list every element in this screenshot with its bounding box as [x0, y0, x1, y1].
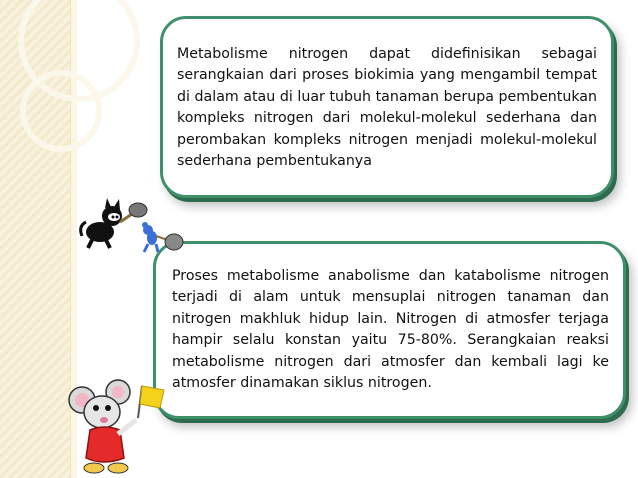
definition-paragraph: Metabolisme nitrogen dapat didefinisikan sebagai serangkaian dari proses biokimia yang mengambil tempat di dalam atau di luar tubuh tanaman berupa pembentukan kompleks nitrogen dari molekul-molekul sederhana dan perombakan kompleks nitrogen menjadi molekul-molekul sederhana pembentukanya	[177, 46, 597, 170]
text-box-process	[153, 241, 626, 419]
text-box-definition	[160, 16, 614, 198]
process-paragraph: Proses metabolisme anabolisme dan katabolisme nitrogen terjadi di alam untuk mensuplai nitrogen tanaman dan nitrogen makhluk hidup lain. Nitrogen di atmosfer terjaga hampir selalu konstan yaitu 75-80%. Serangkaian reaksi metabolisme nitrogen dari atmosfer dan kembali lagi ke atmosfer dinamakan siklus nitrogen.	[172, 268, 609, 392]
decorative-circle	[20, 70, 102, 152]
mouse-cartoon-icon	[136, 218, 186, 258]
mouse-with-flag-icon	[68, 378, 168, 478]
